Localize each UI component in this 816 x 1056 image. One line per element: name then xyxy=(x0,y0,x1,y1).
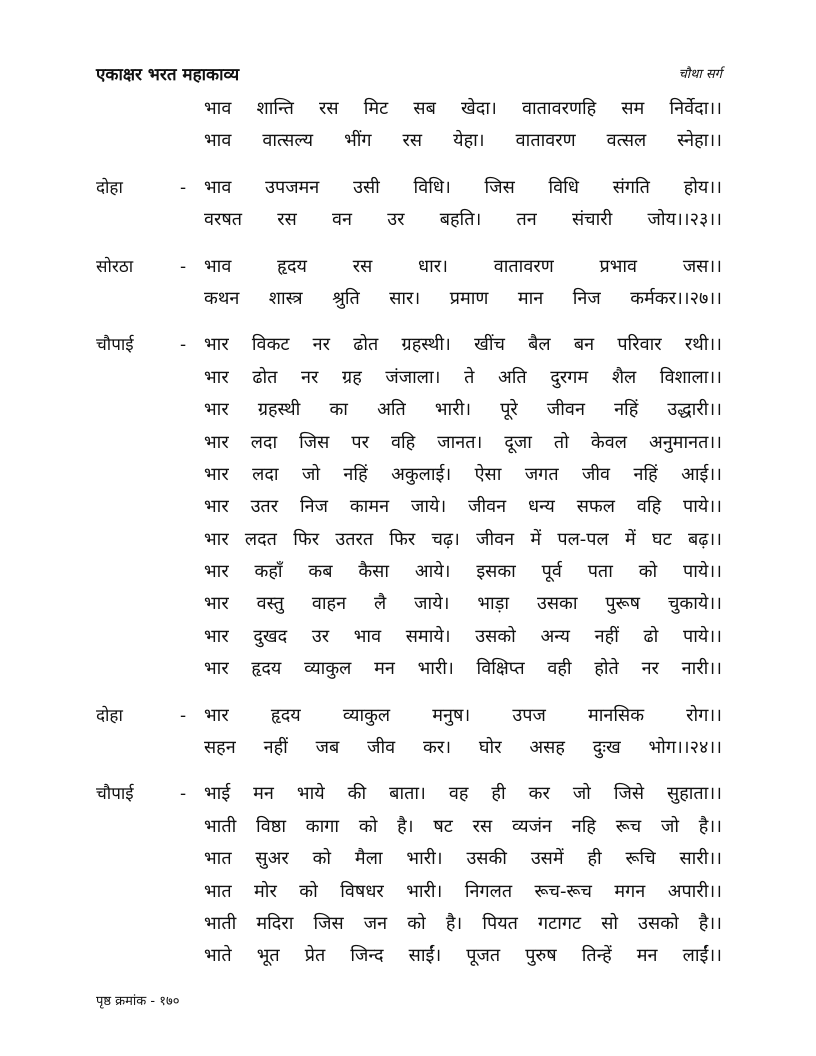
verse-row xyxy=(96,462,722,494)
book-title: एकाक्षर भरत महाकाव्य xyxy=(96,65,240,85)
verse-line: भात सुअर को मैला भारी। उसकी उसमें ही रूचि सारी।। xyxy=(204,848,722,870)
verse-row xyxy=(96,846,722,878)
verse-row xyxy=(96,527,722,559)
stanza xyxy=(96,332,722,688)
stanza xyxy=(96,703,722,768)
verse-row xyxy=(96,254,722,286)
verse-row xyxy=(96,96,722,128)
meter-label: सोरठा xyxy=(96,256,134,277)
page-header xyxy=(96,62,722,86)
verse-row xyxy=(96,559,722,591)
meter-dash: - xyxy=(180,705,187,726)
stanza xyxy=(96,96,722,161)
verse-line: भाई मन भाये की बाता। वह ही कर जो जिसे सुहाता।। xyxy=(204,783,722,805)
meter-label: दोहा xyxy=(96,705,123,726)
verse-row xyxy=(96,397,722,429)
chapter-name: चौथा सर्ग xyxy=(678,67,722,82)
verse-line: भार हृदय व्याकुल मनुष। उपज मानसिक रोग।। xyxy=(204,704,722,726)
meter-label: दोहा xyxy=(96,177,123,198)
meter-dash: - xyxy=(180,784,187,805)
verse-content xyxy=(96,96,722,990)
verse-line: भाव हृदय रस धार। वातावरण प्रभाव जस।। xyxy=(204,255,722,277)
verse-row xyxy=(96,656,722,688)
verse-row xyxy=(96,624,722,656)
verse-row xyxy=(96,365,722,397)
verse-row xyxy=(96,879,722,911)
verse-line: कथन शास्त्र श्रुति सार। प्रमाण मान निज कर्मकर।।२७।। xyxy=(204,287,722,309)
verse-line: भाते भूत प्रेत जिन्द साईं। पूजत पुरुष तिन्हें मन लाईं।। xyxy=(204,945,722,967)
verse-line: भार लदा जिस पर वहि जानत। दूजा तो केवल अनुमानत।। xyxy=(204,431,722,453)
verse-row xyxy=(96,781,722,813)
verse-line: भार वस्तु वाहन लै जाये। भाड़ा उसका पुरूष चुकाये।। xyxy=(204,593,722,615)
verse-line: भार विकट नर ढोत ग्रहस्थी। खींच बैल बन परिवार रथी।। xyxy=(204,334,722,356)
verse-row xyxy=(96,430,722,462)
verse-line: भात मोर को विषधर भारी। निगलत रूच-रूच मगन अपारी।। xyxy=(204,880,722,902)
verse-line: वरषत रस वन उर बहति। तन संचारी जोय।।२३।। xyxy=(204,209,722,231)
verse-line: भाती मदिरा जिस जन को है। पियत गटागट सो उसको है।। xyxy=(204,912,722,934)
stanza xyxy=(96,254,722,319)
verse-line: भाव वात्सल्य भींग रस येहा। वातावरण वत्सल स्नेहा।। xyxy=(204,130,722,152)
verse-line: भार हृदय व्याकुल मन भारी। विक्षिप्त वही होते नर नारी।। xyxy=(204,658,722,680)
verse-line: सहन नहीं जब जीव कर। घोर असह दुःख भोग।।२४।। xyxy=(204,737,722,759)
verse-line: भार कहाँ कब कैसा आये। इसका पूर्व पता को पाये।। xyxy=(204,561,722,583)
verse-row xyxy=(96,814,722,846)
page-number: पृष्ठ क्रमांक - १७० xyxy=(96,994,180,1009)
verse-row xyxy=(96,591,722,623)
verse-line: भार दुखद उर भाव समाये। उसको अन्य नहीं ढो पाये।। xyxy=(204,625,722,647)
verse-line: भाती विष्ठा कागा को है। षट रस व्यजंन नहि रूच जो है।। xyxy=(204,815,722,837)
verse-row xyxy=(96,735,722,767)
verse-row xyxy=(96,128,722,160)
verse-line: भाव शान्ति रस मिट सब खेदा। वातावरणहि सम निर्वेदा।। xyxy=(204,98,722,119)
stanza xyxy=(96,175,722,240)
verse-row xyxy=(96,494,722,526)
verse-row xyxy=(96,332,722,364)
verse-row xyxy=(96,703,722,735)
meter-dash: - xyxy=(180,177,187,198)
verse-row xyxy=(96,286,722,318)
verse-line: भार लदत फिर उतरत फिर चढ़। जीवन में पल-पल में घट बढ़।। xyxy=(204,528,722,550)
verse-line: भार उतर निज कामन जाये। जीवन धन्य सफल वहि पाये।। xyxy=(204,496,722,518)
meter-dash: - xyxy=(180,335,187,356)
meter-label: चौपाई xyxy=(96,335,134,356)
meter-label: चौपाई xyxy=(96,784,134,805)
verse-row xyxy=(96,943,722,975)
verse-line: भार ग्रहस्थी का अति भारी। पूरे जीवन नहिं उद्धारी।। xyxy=(204,399,722,421)
verse-line: भाव उपजमन उसी विधि। जिस विधि संगति होय।। xyxy=(204,176,722,198)
verse-row xyxy=(96,911,722,943)
verse-line: भार लदा जो नहिं अकुलाई। ऐसा जगत जीव नहिं आई।। xyxy=(204,463,722,485)
verse-row xyxy=(96,175,722,207)
meter-dash: - xyxy=(180,256,187,277)
verse-line: भार ढोत नर ग्रह जंजाला। ते अति दुरगम शैल विशाला।। xyxy=(204,366,722,388)
stanza xyxy=(96,781,722,975)
verse-row xyxy=(96,207,722,239)
